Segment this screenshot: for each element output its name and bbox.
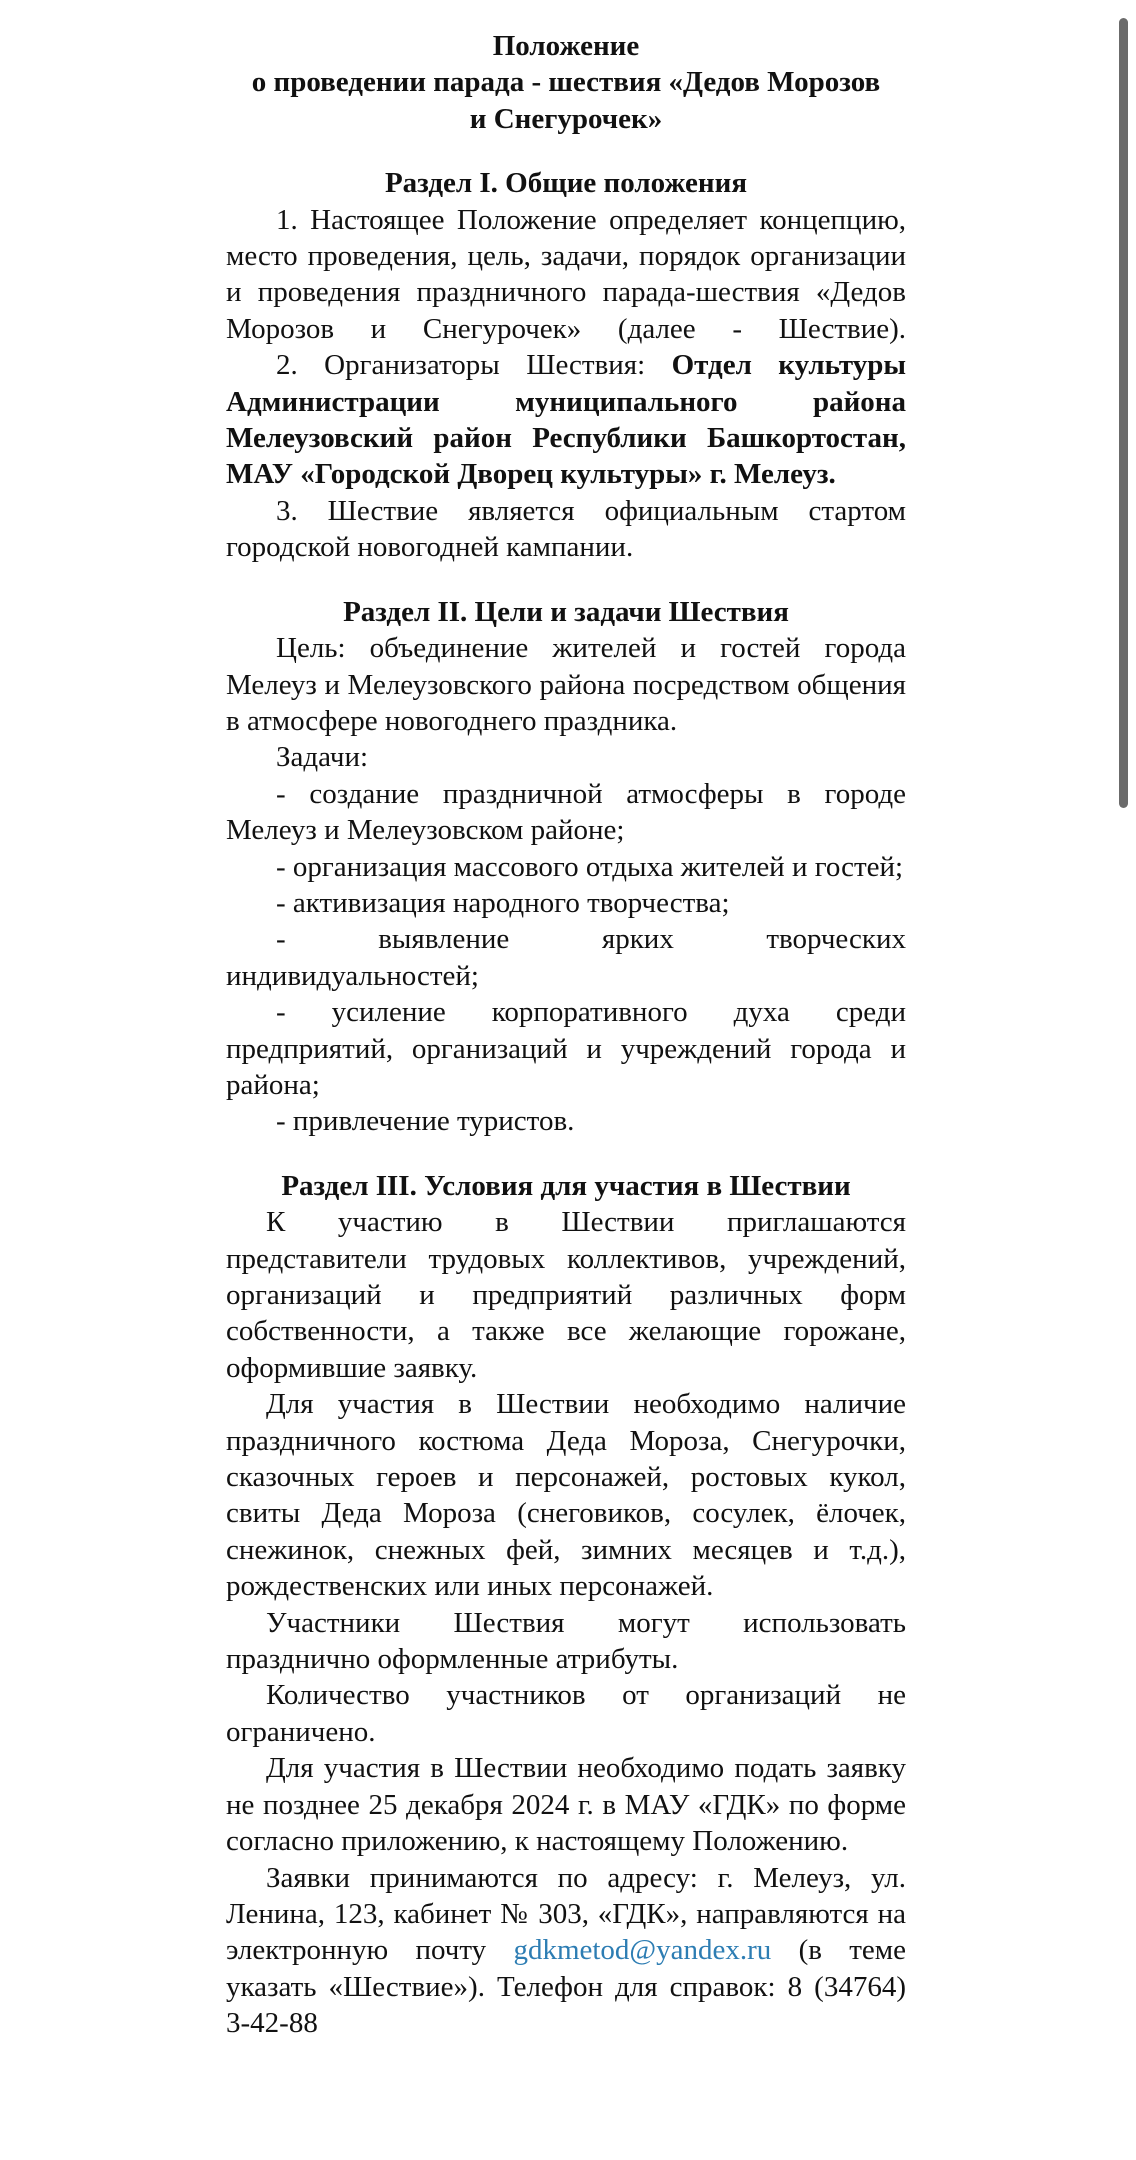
section-3-paragraph-5: Для участия в Шествии необходимо подать заявку не позднее 25 декабря 2024 г. в МАУ «ГДК» по форме согласно приложению, к настоящему Положению. <box>226 1752 906 1858</box>
spacer <box>226 137 906 165</box>
organizers-names: Отдел культуры Администрации муниципального района Мелеузовский район Республики Башкортостан, МАУ «Городской Дворец культуры» г. Мелеуз. <box>226 349 906 491</box>
section-2-heading: Раздел II. Цели и задачи Шествия <box>343 595 789 628</box>
section-3-paragraph-6 <box>226 1860 906 2042</box>
address-text: Заявки принимаются по адресу: г. Мелеуз, ул. Ленина, 123, кабинет № 303, «ГДК», направляются на электронную почту <box>226 1861 906 1967</box>
section-2-goal: Цель: объединение жителей и гостей города Мелеуз и Мелеузовского района посредством общения в атмосфере новогоднего праздника. <box>226 632 906 737</box>
task-item: - привлечение туристов. <box>276 1105 575 1138</box>
spacer <box>226 566 906 594</box>
section-2-tasks-label: Задачи: <box>276 741 369 774</box>
task-item: - выявление ярких творческих индивидуальностей; <box>226 923 906 992</box>
email-link[interactable]: gdkmetod@yandex.ru <box>513 1934 772 1967</box>
organizers-label: 2. Организаторы Шествия: <box>276 349 672 382</box>
task-item: - усиление корпоративного духа среди предприятий, организаций и учреждений города и района; <box>226 996 906 1101</box>
task-item: - создание праздничной атмосферы в городе Мелеуз и Мелеузовском районе; <box>226 777 906 847</box>
task-item: - организация массового отдыха жителей и гостей; <box>276 850 904 883</box>
section-1-heading: Раздел I. Общие положения <box>384 167 748 200</box>
section-1-paragraph-3: 3. Шествие является официальным стартом городской новогодней кампании. <box>226 494 906 564</box>
section-3-paragraph-1: К участию в Шествии приглашаются представители трудовых коллективов, учреждений, организаций и предприятий различных форм собственности, а также все желающие горожане, оформившие заявку. <box>226 1206 906 1384</box>
section-3-paragraph-2: Для участия в Шествии необходимо наличие праздничного костюма Деда Мороза, Снегурочки, сказочных героев и персонажей, ростовых кукол, свиты Деда Мороза (снеговиков, сосулек, ёлочек, снежинок, снежных фей, зимних месяцев и т.д.), рождественских или иных персонажей. <box>226 1388 906 1603</box>
contact-text: (в теме указать «Шествие»). Телефон для справок: 8 (34764) 3-42-88 <box>226 1934 906 2040</box>
spacer <box>226 1140 906 1168</box>
section-1-paragraph-1: 1. Настоящее Положение определяет концепцию, место проведения, цель, задачи, порядок организации и проведения праздничного парада-шествия «Дедов Морозов и Снегурочек» (далее - Шествие). <box>226 203 906 345</box>
section-3-paragraph-4: Количество участников от организаций не ограничено. <box>226 1679 906 1748</box>
title-line-2: о проведении парада - шествия «Дедов Морозов <box>251 66 881 99</box>
section-1-paragraph-2 <box>226 347 906 493</box>
section-3-paragraph-3: Участники Шествия могут использовать празднично оформленные атрибуты. <box>226 1606 906 1676</box>
document-title <box>226 28 906 137</box>
document-page <box>226 28 906 2042</box>
task-item: - активизация народного творчества; <box>276 886 730 919</box>
title-line-3: и Снегурочек» <box>469 102 663 135</box>
section-3-heading: Раздел III. Условия для участия в Шествии <box>281 1169 851 1202</box>
vertical-scrollbar[interactable] <box>1119 18 1128 808</box>
title-line-1: Положение <box>492 30 640 62</box>
